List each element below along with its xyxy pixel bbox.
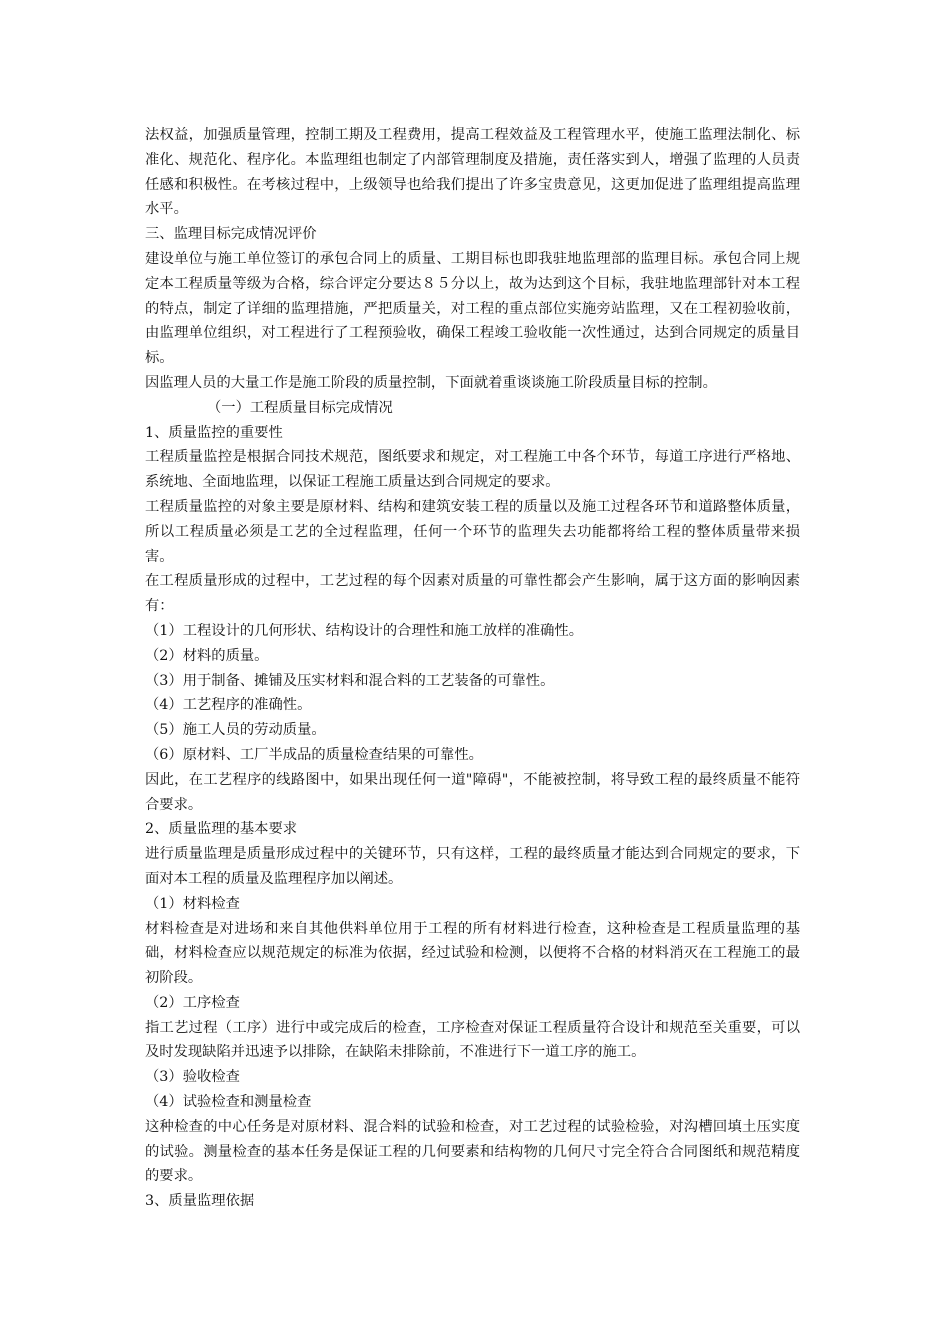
paragraph-monitoring-objects: 工程质量监控的对象主要是原材料、结构和建筑安装工程的质量以及施工过程各环节和道路整体质量，所以工程质量必须是工艺的全过程监理，任何一个环节的监理失去功能都将给工程的整体质量带来损害。	[145, 498, 800, 565]
list-item-factor-2: （2）材料的质量。	[145, 647, 269, 664]
list-item-factor-6: （6）原材料、工厂半成品的质量检查结果的可靠性。	[145, 746, 483, 763]
heading-supervision-basis: 3、质量监理依据	[145, 1193, 255, 1210]
list-item-factor-4: （4）工艺程序的准确性。	[145, 697, 312, 714]
paragraph-contract-targets: 建设单位与施工单位签订的承包合同上的质量、工期目标也即我驻地监理部的监理目标。承包合同上规定本工程质量等级为合格，综合评定分要达８５分以上，故为达到这个目标，我驻地监理部针对本工程的特点，制定了详细的监理措施，严把质量关，对工程的重点部位实施旁站监理，又在工程初验收前，由监理单位组织，对工程进行了工程预验收，确保工程竣工验收能一次性通过，达到合同规定的质量目标。	[145, 250, 800, 367]
paragraph-process-inspection: 指工艺过程（工序）进行中或完成后的检查，工序检查对保证工程质量符合设计和规范至关重要，可以及时发现缺陷并迅速予以排除，在缺陷未排除前，不准进行下一道工序的施工。	[145, 1019, 800, 1061]
paragraph-quality-management: 法权益，加强质量管理，控制工期及工程费用，提高工程效益及工程管理水平，使施工监理法制化、标准化、规范化、程序化。本监理组也制定了内部管理制度及措施，责任落实到人，增强了监理的人员责任感和积极性。在考核过程中，上级领导也给我们提出了许多宝贵意见，这更加促进了监理组提高监理水平。	[145, 127, 800, 218]
list-item-factor-1: （1）工程设计的几何形状、结构设计的合理性和施工放样的准确性。	[145, 622, 583, 639]
heading-basic-requirements: 2、质量监理的基本要求	[145, 821, 298, 838]
paragraph-construction-phase: 因监理人员的大量工作是施工阶段的质量控制，下面就着重谈谈施工阶段质量目标的控制。	[145, 374, 717, 391]
paragraph-test-measurement: 这种检查的中心任务是对原材料、混合料的试验和检查，对工艺过程的试验检验，对沟槽回填土压实度的试验。测量检查的基本任务是保证工程的几何要素和结构物的几何尺寸完全符合合同图纸和规范精度的要求。	[145, 1118, 800, 1185]
paragraph-key-link: 进行质量监理是质量形成过程中的关键环节，只有这样，工程的最终质量才能达到合同规定的要求，下面对本工程的质量及监理程序加以阐述。	[145, 846, 800, 887]
paragraph-monitoring-definition: 工程质量监控是根据合同技术规范，图纸要求和规定，对工程施工中各个环节，每道工序进行严格地、系统地、全面地监理，以保证工程施工质量达到合同规定的要求。	[145, 449, 800, 491]
list-item-factor-3: （3）用于制备、摊铺及压实材料和混合料的工艺装备的可靠性。	[145, 672, 555, 689]
subsection-heading-1: （一）工程质量目标完成情况	[207, 399, 393, 416]
paragraph-influence-factors: 在工程质量形成的过程中，工艺过程的每个因素对质量的可靠性都会产生影响，属于这方面的影响因素有：	[145, 573, 800, 615]
heading-quality-monitoring-importance: 1、质量监控的重要性	[145, 424, 283, 441]
list-item-material-inspection: （1）材料检查	[145, 895, 240, 912]
list-item-test-measurement: （4）试验检查和测量检查	[145, 1094, 312, 1111]
paragraph-obstacle: 因此，在工艺程序的线路图中，如果出现任何一道"障碍"，不能被控制，将导致工程的最终质量不能符合要求。	[145, 771, 800, 813]
paragraph-material-inspection: 材料检查是对进场和来自其他供料单位用于工程的所有材料进行检查，这种检查是工程质量监理的基础，材料检查应以规范规定的标准为依据，经过试验和检测，以便将不合格的材料消灭在工程施工的最初阶段。	[145, 920, 800, 987]
list-item-acceptance-inspection: （3）验收检查	[145, 1069, 240, 1086]
list-item-process-inspection: （2）工序检查	[145, 994, 240, 1011]
document-page	[145, 123, 800, 1214]
section-heading-3: 三、监理目标完成情况评价	[145, 226, 317, 243]
list-item-factor-5: （5）施工人员的劳动质量。	[145, 722, 326, 739]
